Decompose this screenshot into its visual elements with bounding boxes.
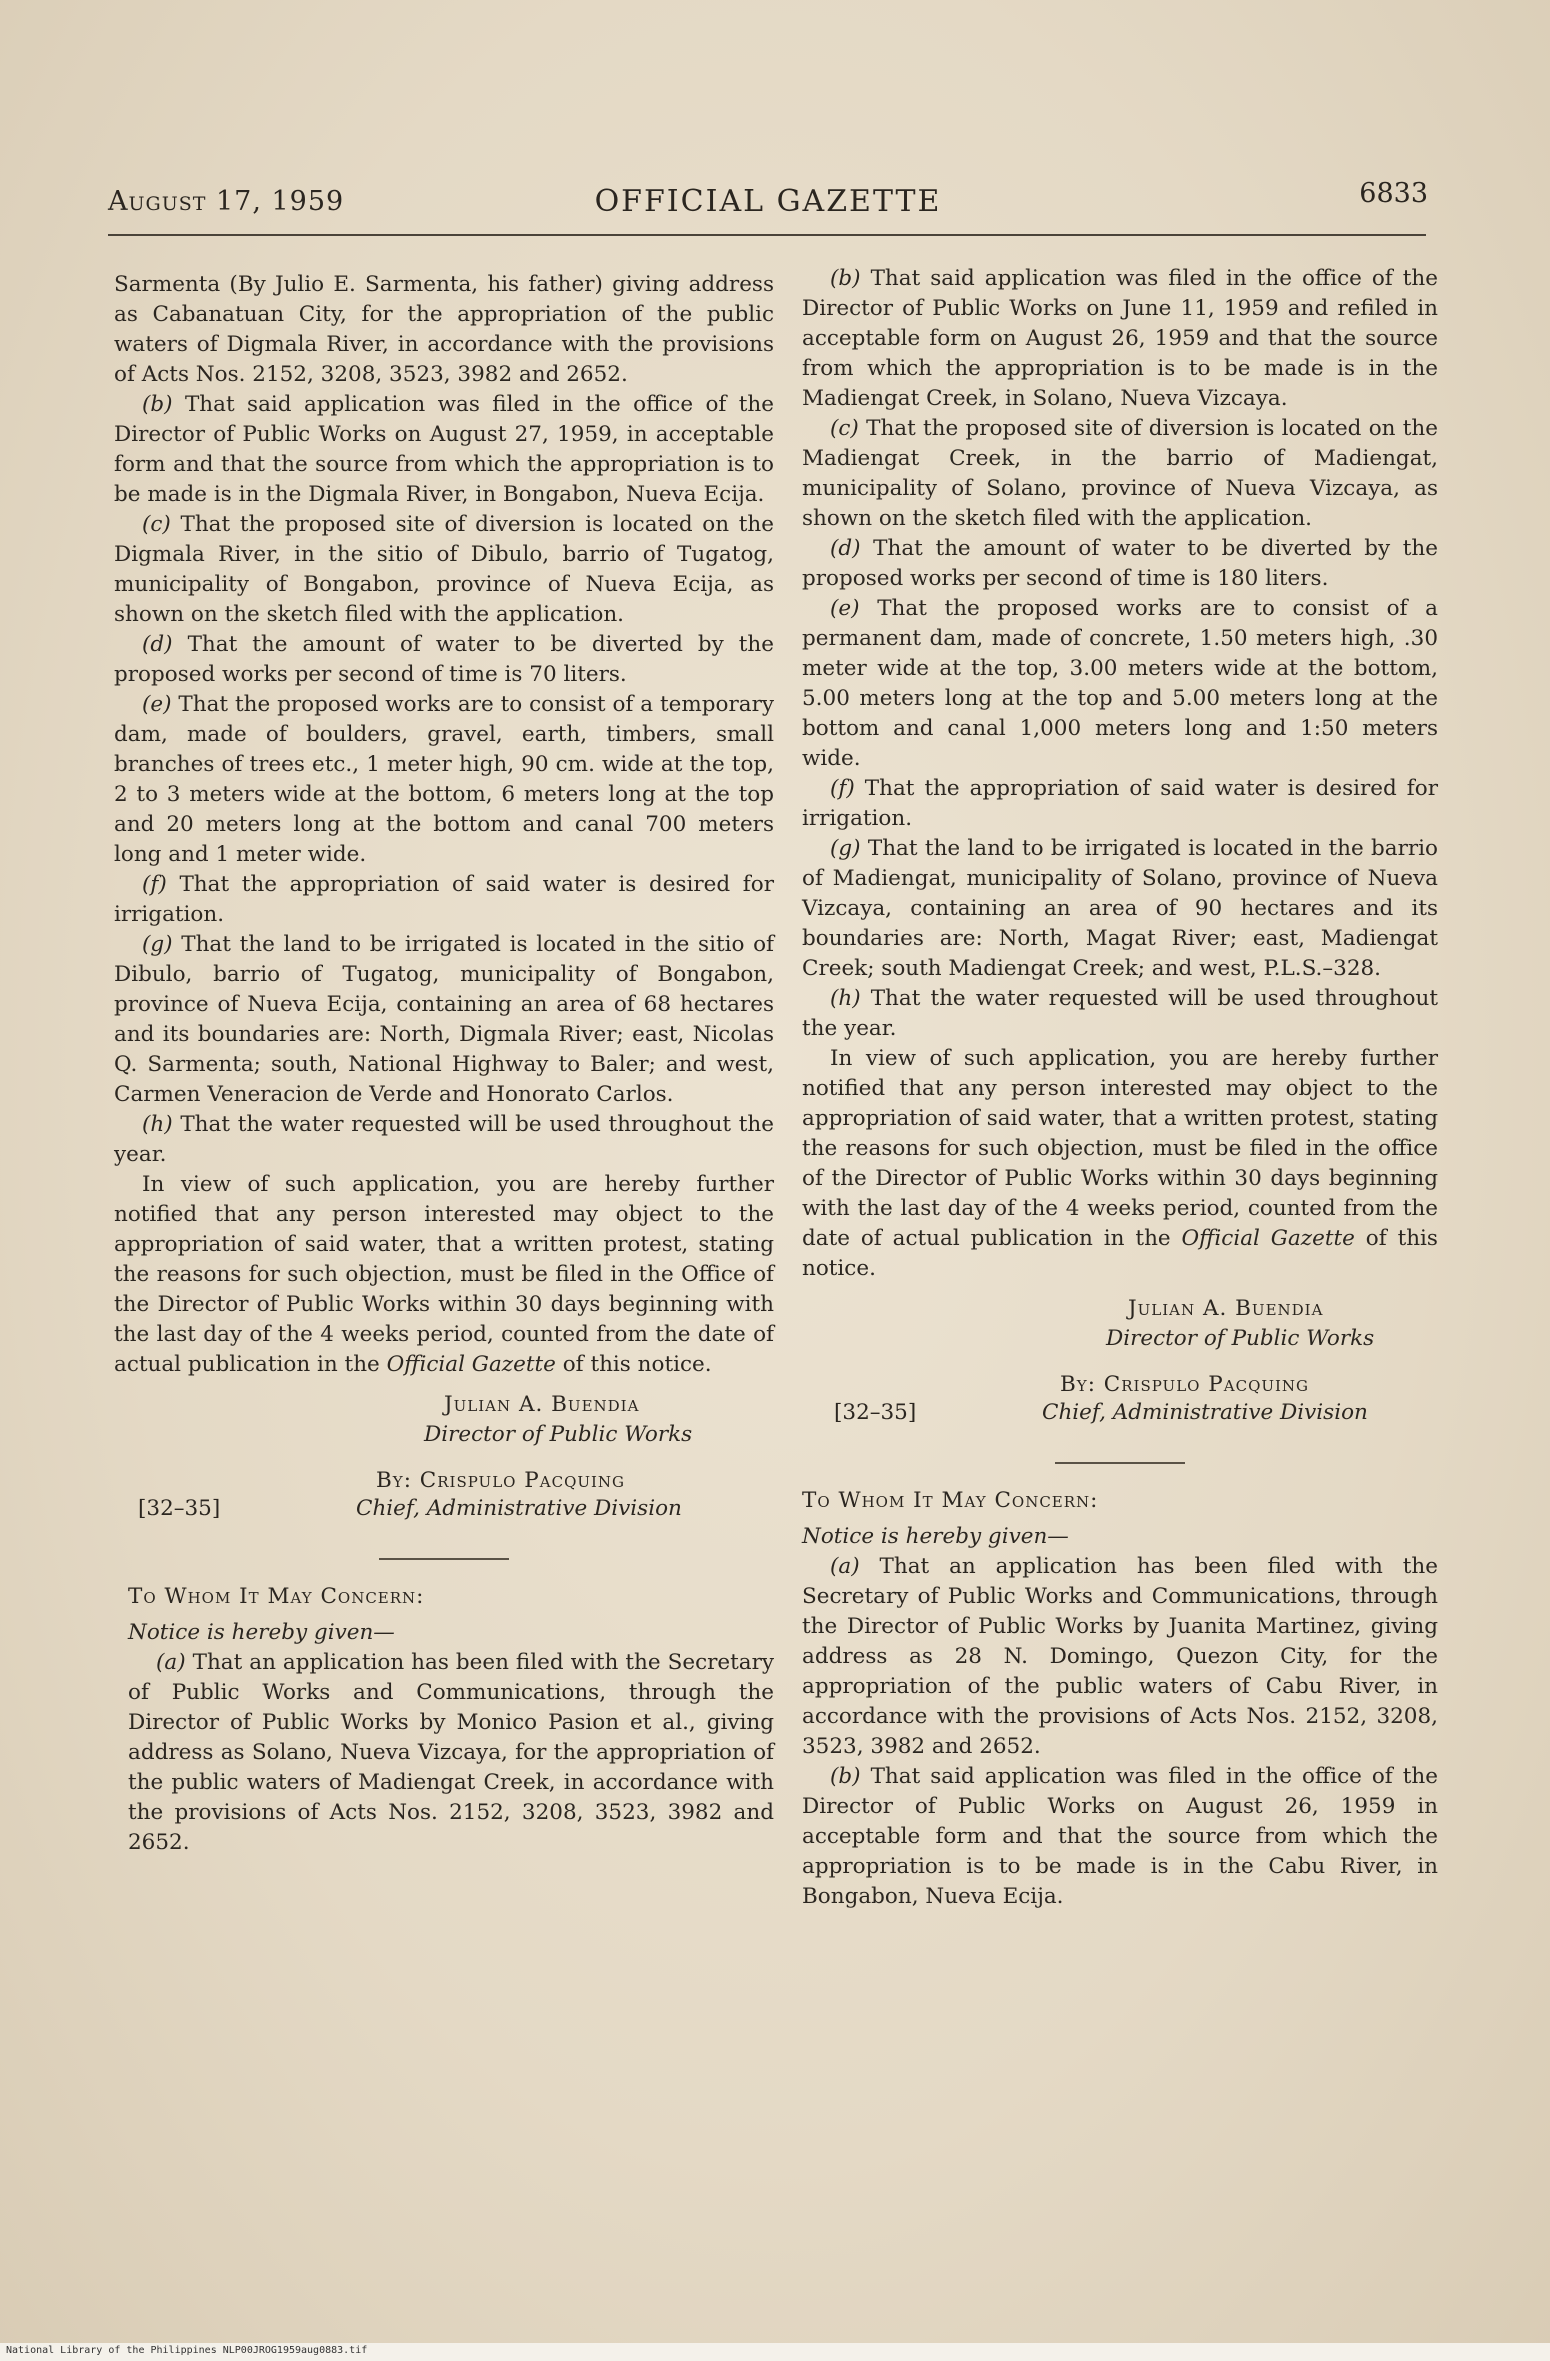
signature-block <box>802 1284 1438 1454</box>
notice-heading: To Whom It May Concern: <box>802 1488 1099 1513</box>
header-rule <box>108 234 1426 236</box>
clause-h: (h) That the water requested will be used throughout the year. <box>802 986 1438 1041</box>
clause-d: (d) That the amount of water to be diverted by the proposed works per second of time is 70 liters. <box>114 632 774 687</box>
paragraph: Sarmenta (By Julio E. Sarmenta, his father) giving address as Cabanatuan City, for the appropriation of the public waters of Digmala River, in accordance with the provisions of Acts Nos. 2152, 3208, 3523, 3982 and 2652. <box>114 272 774 387</box>
clause-b: (b) That said application was filed in the office of the Director of Public Works on June 11, 1959 and refiled in acceptable form on August 26, 1959 and that the source from which the appropriation is to be made is in the Madiengat Creek, in Solano, Nueva Vizcaya. <box>802 266 1438 411</box>
section-divider <box>379 1558 509 1560</box>
signatory-name: Julian A. Buendia <box>444 1392 640 1417</box>
left-column <box>114 270 774 1858</box>
signed-by-title: Chief, Administrative Division <box>356 1496 682 1521</box>
signed-by: By: Crispulo Pacquing <box>376 1468 626 1493</box>
signatory-title: Director of Public Works <box>1106 1326 1375 1351</box>
publication-title: OFFICIAL GAZETTE <box>594 184 942 219</box>
page-header <box>108 178 1428 226</box>
clause-d: (d) That the amount of water to be diverted by the proposed works per second of time is 180 liters. <box>802 536 1438 591</box>
signed-by: By: Crispulo Pacquing <box>1060 1372 1310 1397</box>
clause-b: (b) That said application was filed in the office of the Director of Public Works on August 27, 1959, in acceptable form and that the source from which the appropriation is to be made is in the Digmala River, in Bongabon, Nueva Ecija. <box>114 392 774 507</box>
notice-intro: Notice is hereby given— <box>128 1620 395 1645</box>
signatory-name: Julian A. Buendia <box>1128 1296 1324 1321</box>
objection-notice: In view of such application, you are hereby further notified that any person interested may object to the appropriation of said water, that a written protest, stating the reasons for such objection, must be filed in the Office of the Director of Public Works within 30 days beginning with the last day of the 4 weeks period, counted from the date of actual publication in the Official Gazette of this notice. <box>114 1172 774 1377</box>
section-divider <box>1055 1462 1185 1464</box>
clause-h: (h) That the water requested will be used throughout the year. <box>114 1112 774 1167</box>
issue-date: August 17, 1959 <box>108 186 345 217</box>
clause-c: (c) That the proposed site of diversion is located on the Madiengat Creek, in the barrio of Madiengat, municipality of Solano, province of Nueva Vizcaya, as shown on the sketch filed with the application. <box>802 416 1438 531</box>
objection-notice: In view of such application, you are hereby further notified that any person interested may object to the appropriation of said water, that a written protest, stating the reasons for such objection, must be filed in the office of the Director of Public Works within 30 days beginning with the last day of the 4 weeks period, counted from the date of actual publication in the Official Gazette of this notice. <box>802 1046 1438 1281</box>
issue-numbers: [32–35] <box>138 1496 221 1521</box>
right-column <box>802 264 1438 1912</box>
clause-e: (e) That the proposed works are to consist of a permanent dam, made of concrete, 1.50 meters high, .30 meter wide at the top, 3.00 meters wide at the bottom, 5.00 meters long at the top and 5.00 meters long at the bottom and canal 1,000 meters long and 1:50 meters wide. <box>802 596 1439 771</box>
clause-a: (a) That an application has been filed with the Secretary of Public Works and Communications, through the Director of Public Works by Juanita Martinez, giving address as 28 N. Domingo, Quezon City, for the appropriation of the public waters of Cabu River, in accordance with the provisions of Acts Nos. 2152, 3208, 3523, 3982 and 2652. <box>802 1554 1438 1759</box>
notice-heading: To Whom It May Concern: <box>128 1584 425 1609</box>
clause-c: (c) That the proposed site of diversion is located on the Digmala River, in the sitio of Dibulo, barrio of Tugatog, municipality of Bongabon, province of Nueva Ecija, as shown on the sketch filed with the application. <box>114 512 774 627</box>
clause-a: (a) That an application has been filed with the Secretary of Public Works and Communications, through the Director of Public Works by Monico Pasion et al., giving address as Solano, Nueva Vizcaya, for the appropriation of the public waters of Madiengat Creek, in accordance with the provisions of Acts Nos. 2152, 3208, 3523, 3982 and 2652. <box>128 1650 774 1855</box>
clause-g: (g) That the land to be irrigated is located in the sitio of Dibulo, barrio of Tugatog, municipality of Bongabon, province of Nueva Ecija, containing an area of 68 hectares and its boundaries are: North, Digmala River; east, Nicolas Q. Sarmenta; south, National Highway to Baler; and west, Carmen Veneracion de Verde and Honorato Carlos. <box>114 932 775 1107</box>
clause-e: (e) That the proposed works are to consist of a temporary dam, made of boulders, gravel, earth, timbers, small branches of trees etc., 1 meter high, 90 cm. wide at the top, 2 to 3 meters wide at the bottom, 6 meters long at the top and 20 meters long at the bottom and canal 700 meters long and 1 meter wide. <box>114 692 774 867</box>
clause-g: (g) That the land to be irrigated is located in the barrio of Madiengat, municipality of Solano, province of Nueva Vizcaya, containing an area of 90 hectares and its boundaries are: North, Magat River; east, Madiengat Creek; south Madiengat Creek; and west, P.L.S.–328. <box>802 836 1438 981</box>
signature-block <box>114 1380 774 1550</box>
scan-footer <box>0 2343 1550 2361</box>
scan-source: National Library of the Philippines NLP00JROG1959aug0883.tif <box>6 2345 368 2356</box>
page-number: 6833 <box>1359 178 1428 209</box>
signed-by-title: Chief, Administrative Division <box>1042 1400 1368 1425</box>
notice-intro: Notice is hereby given— <box>802 1524 1069 1549</box>
signatory-title: Director of Public Works <box>424 1422 693 1447</box>
clause-f: (f) That the appropriation of said water is desired for irrigation. <box>114 872 774 927</box>
clause-b2: (b) That said application was filed in the office of the Director of Public Works on August 26, 1959 in acceptable form and that the source from which the appropriation is to be made is in the Cabu River, in Bongabon, Nueva Ecija. <box>802 1764 1438 1909</box>
clause-f: (f) That the appropriation of said water is desired for irrigation. <box>802 776 1438 831</box>
issue-numbers: [32–35] <box>834 1400 917 1425</box>
